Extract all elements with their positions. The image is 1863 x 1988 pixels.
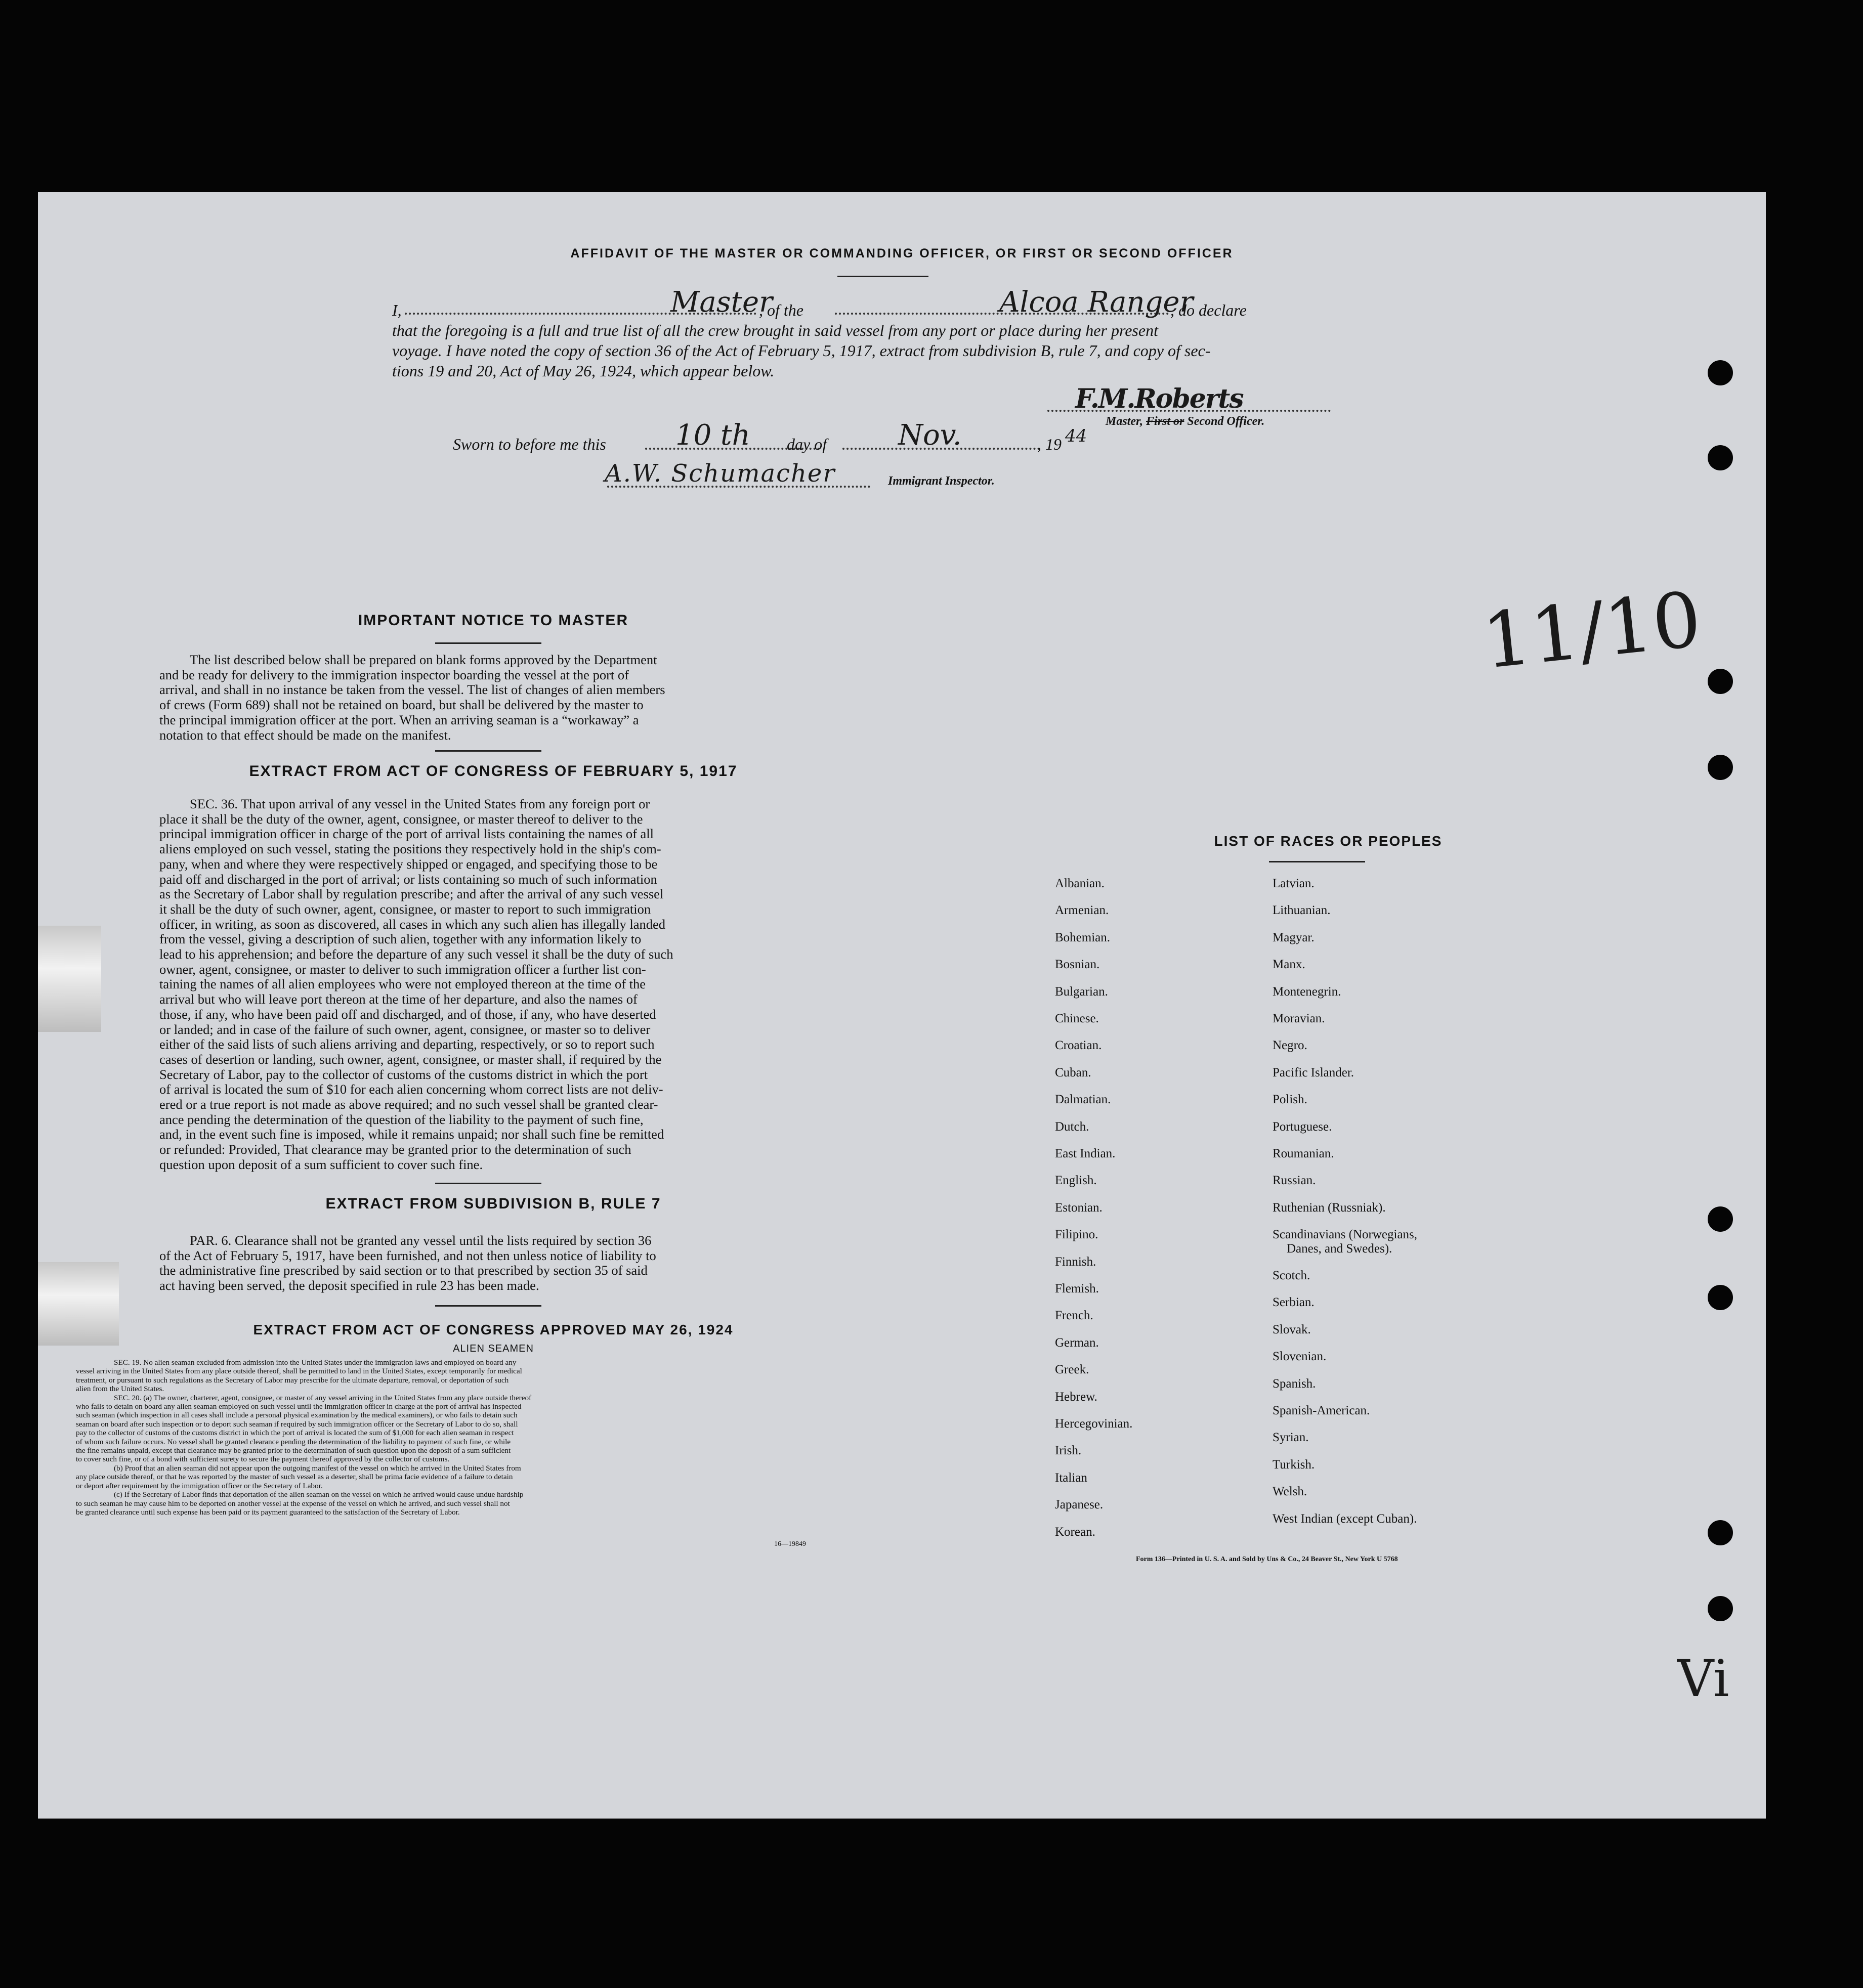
act-1917-line: question upon deposit of a sum sufficient to cover such fine. [159,1156,483,1172]
notice-divider [435,642,541,644]
act-1917-line: either of the said lists of such aliens arriving and departing, respectively, or so to report such [159,1036,655,1052]
inspector-label: Immigrant Inspector. [888,474,995,488]
races-heading: LIST OF RACES OR PEOPLES [1214,833,1443,849]
binder-hole [1708,755,1733,780]
binder-hole [1708,445,1733,470]
race-item: East Indian. [1055,1147,1116,1160]
race-item: Dutch. [1055,1119,1089,1134]
act-1917-line: ance pending the determination of the question of the liability to the payment of such fine, [159,1111,644,1127]
of-the-label: , of the [759,301,803,319]
race-item: Syrian. [1273,1431,1309,1445]
act-1924-line: to cover such fine, or of a bond with sufficient surety to secure the payment thereof approved by the collector of customs. [76,1455,450,1464]
act-1917-line: pany, when and where they were respectively shipped or engaged, and specifying those to be [159,856,658,872]
year-printed: , 19 [1037,435,1062,453]
race-item: Scandinavians (Norwegians, [1273,1228,1418,1242]
title-divider [837,276,928,277]
race-item: Spanish. [1273,1376,1316,1391]
act-1917-end-divider [435,1183,541,1184]
rule7-line: act having been served, the deposit specified in rule 23 has been made. [159,1278,539,1293]
notice-line: and be ready for delivery to the immigration inspector boarding the vessel at the port of [159,667,629,682]
race-item: Albanian. [1055,877,1105,890]
do-declare-label: , do declare [1170,301,1247,319]
race-item: Bulgarian. [1055,984,1108,999]
inspector-signature: A.W. Schumacher [605,459,836,488]
race-item: Danes, and Swedes). [1287,1241,1392,1256]
race-item: Turkish. [1273,1457,1315,1472]
race-item: Manx. [1273,958,1305,972]
affidavit-line-2: that the foregoing is a full and true list of all the crew brought in said vessel from any port or place during her present [392,321,1158,339]
affidavit-title: AFFIDAVIT OF THE MASTER OR COMMANDING OFFICER, OR FIRST OR SECOND OFFICER [570,246,1234,261]
binder-hole [1708,360,1733,385]
race-item: Portuguese. [1273,1119,1332,1134]
binder-hole [1708,669,1733,694]
race-item: Montenegrin. [1273,984,1341,999]
affidavit-line-1 [392,301,402,320]
act-1924-heading: EXTRACT FROM ACT OF CONGRESS APPROVED MAY 26, 1924 [253,1322,734,1337]
race-item: Finnish. [1055,1255,1096,1269]
race-item: Moravian. [1273,1012,1325,1025]
act-1924-line: (c) If the Secretary of Labor finds that deportation of the alien seaman on the vessel on which he arrived would cause undue hardship [114,1490,524,1499]
rule7-body [159,1233,782,1293]
race-item: Lithuanian. [1273,903,1331,918]
act-1924-line: who fails to detain on board any alien seaman employed on such vessel until the immigration officer in charge at the port of arrival has inspected [76,1402,522,1411]
race-item: Korean. [1055,1525,1095,1539]
notice-line: arrival, and shall in no instance be taken from the vessel. The list of changes of alien members [159,682,665,698]
act-1917-line: Secretary of Labor, pay to the collector of customs of the customs district in which the port [159,1066,648,1082]
act-1924-line: to such seaman he may cause him to be deported on another vessel at the expense of the vessel on which he arrived, and such vessel shall not [76,1499,510,1508]
rule7-line: of the Act of February 5, 1917, have been furnished, and not then unless notice of liability to [159,1247,656,1263]
rule7-line: PAR. 6. Clearance shall not be granted any vessel until the lists required by section 36 [190,1233,652,1248]
act-1924-line: be granted clearance until such expense has been paid or its payment guaranteed to the satisfaction of the Secretary of Labor. [76,1507,460,1517]
notice-heading: IMPORTANT NOTICE TO MASTER [358,612,629,629]
act-1917-line: ered or a true report is not made as above required; and no such vessel shall be granted clear- [159,1097,658,1112]
act-1924-subheading: ALIEN SEAMEN [453,1343,534,1354]
month-handwritten: Nov. [898,419,962,452]
notice-line: The list described below shall be prepared on blank forms approved by the Department [190,652,657,667]
race-item: Serbian. [1273,1295,1315,1310]
act-1917-line: or landed; and in case of the failure of such owner, agent, consignee, or master so to deliver [159,1021,651,1037]
act-1917-line: those, if any, who have been paid off and discharged, and of those, if any, who have deserted [159,1006,656,1022]
notice-line: notation to that effect should be made on the manifest. [159,727,451,743]
act-1917-line: as the Secretary of Labor shall by regulation prescribe; and after the arrival of any such vessel [159,886,664,902]
act-1917-line: lead to his apprehension; and before the departure of any such vessel it shall be the duty of such [159,946,673,962]
act-1924-line: pay to the collector of customs of the customs district in which the port of arrival is located the sum of $1,000 for each alien seaman in respect [76,1429,514,1438]
rule7-line: the administrative fine prescribed by said section or to that prescribed by section 35 of said [159,1263,648,1278]
race-item: Polish. [1273,1093,1307,1107]
day-handwritten: 10 th [675,419,750,452]
affidavit-line-4: tions 19 and 20, Act of May 26, 1924, which appear below. [392,362,775,380]
race-item: Cuban. [1055,1065,1091,1079]
master-signature: F.M.Roberts [1075,383,1243,414]
signature-caption: Master, First or Second Officer. [1106,415,1265,428]
act-1917-line: cases of desertion or landing, such owner, agent, consignee, or master shall, if required by the [159,1051,662,1067]
race-item: Flemish. [1055,1282,1099,1295]
date-margin-note: 11/10 [1478,575,1706,686]
act-1917-line: principal immigration officer in charge of the port of arrival lists containing the names of all [159,826,654,842]
race-item: Croatian. [1055,1039,1102,1053]
act-1917-line: it shall be the duty of such owner, agent, consignee, or master to report to such immigration [159,901,651,917]
year-handwritten: 44 [1065,426,1087,446]
tape-mark [38,1262,119,1346]
race-item: Magyar. [1273,930,1315,944]
race-item: Welsh. [1273,1485,1307,1499]
act-1917-line: paid off and discharged in the port of arrival; or lists containing so much of such information [159,871,657,887]
race-item: Greek. [1055,1363,1089,1377]
races-divider [1269,861,1365,862]
act-1917-line: arrival but who will leave port thereon at the time of her departure, and also the names of [159,991,638,1007]
race-item: French. [1055,1309,1093,1323]
affidavit-line-3: voyage. I have noted the copy of section 36 of the Act of February 5, 1917, extract from subdivision B, rule 7, and copy of sec- [392,341,1211,360]
vessel-handwritten: Alcoa Ranger [999,286,1194,319]
binder-hole [1708,1596,1733,1621]
notice-end-divider [435,750,541,752]
binder-hole [1708,1206,1733,1232]
race-item: German. [1055,1335,1099,1350]
act-1917-line: aliens employed on such vessel, stating the positions they respectively hold in the ship's com- [159,841,661,857]
rule7-heading: EXTRACT FROM SUBDIVISION B, RULE 7 [325,1195,661,1212]
notice-line: the principal immigration officer at the port. When an arriving seaman is a “workaway” a [159,712,639,727]
race-item: West Indian (except Cuban). [1273,1511,1417,1526]
act-1917-line: and, in the event such fine is imposed, while it remains unpaid; nor shall such fine be remitted [159,1127,664,1142]
binder-hole [1708,1520,1733,1545]
rank-handwritten: Master [670,286,773,319]
race-item: Bosnian. [1055,958,1100,972]
corner-margin-note: Vi [1677,1649,1729,1708]
day-of-label: day of [787,435,827,453]
act-1917-line: from the vessel, giving a description of such alien, together with any information likely to [159,931,642,947]
race-item: Negro. [1273,1039,1307,1053]
act-1924-line: SEC. 19. No alien seaman excluded from admission into the United States under the immigration laws and employed on board any [114,1358,517,1367]
race-item: Filipino. [1055,1228,1098,1242]
act-1924-line: seaman on board after such inspection or to deport such seaman if required by such immigration officer or the Secretary of Labor to do so, shall [76,1419,518,1429]
act-1924-line: treatment, or pursuant to such regulations as the Secretary of Labor may prescribe for the ultimate departure, removal, or deportation of such [76,1375,509,1385]
race-item: Irish. [1055,1444,1082,1458]
act-1917-line: SEC. 36. That upon arrival of any vessel in the United States from any foreign port or [190,796,650,811]
act-1924-line: or deport after requirement by the immigration officer or the Secretary of Labor. [76,1481,323,1490]
document-page [38,192,1766,1819]
race-item: Estonian. [1055,1200,1103,1215]
race-item: Hercegovinian. [1055,1417,1133,1431]
act-1924-body [76,1358,855,1517]
act-1924-line: of whom such failure occurs. No vessel shall be granted clearance pending the determination of the liability to payment of such fine, or while [76,1437,511,1446]
act-1924-line: alien from the United States. [76,1385,164,1394]
act-1917-line: or refunded: Provided, That clearance may be granted prior to the determination of such [159,1142,631,1157]
act-1924-form-code: 16—19849 [774,1540,806,1548]
tape-mark [38,926,101,1032]
race-item: Chinese. [1055,1012,1099,1025]
race-item: Russian. [1273,1174,1316,1188]
race-item: Hebrew. [1055,1390,1097,1404]
act-1917-line: of arrival is located the sum of $10 for each alien concerning whom correct lists are not deliv- [159,1082,663,1097]
act-1917-line: taining the names of all alien employees who were not employed thereon at the time of the [159,976,646,992]
act-1924-line: the fine remains unpaid, except that clearance may be granted prior to the determination of such question upon the deposit of a sum sufficient [76,1446,511,1455]
act-1924-line: vessel arriving in the United States from any place outside thereof, shall be permitted to land in the United States, except temporarily for medical [76,1367,522,1376]
race-item: Spanish-American. [1273,1404,1370,1417]
act-1917-body [159,797,782,1173]
act-1917-heading: EXTRACT FROM ACT OF CONGRESS OF FEBRUARY 5, 1917 [249,763,738,780]
race-item: Dalmatian. [1055,1093,1111,1107]
act-1917-line: owner, agent, consignee, or master to deliver to such immigration officer a further list con- [159,961,646,977]
binder-hole [1708,1285,1733,1310]
race-item: Slovenian. [1273,1350,1327,1364]
act-1917-line: officer, in writing, as soon as discovered, all cases in which any such alien has illegally landed [159,916,666,932]
notice-line: of crews (Form 689) shall not be retained on board, but shall be delivered by the master to [159,697,644,713]
sworn-label: Sworn to before me this [453,435,606,453]
race-item: Roumanian. [1273,1147,1334,1160]
race-item: Armenian. [1055,903,1109,918]
race-item: Bohemian. [1055,930,1111,944]
race-item: Italian [1055,1471,1087,1485]
race-item: Slovak. [1273,1322,1311,1336]
act-1924-line: any place outside thereof, or that he was reported by the master of such vessel as a deserter, shall be prima facie evidence of a failure to detain [76,1473,513,1482]
rule7-end-divider [435,1305,541,1307]
printer-footer: Form 136—Printed in U. S. A. and Sold by Uns & Co., 24 Beaver St., New York U 5768 [1136,1555,1398,1563]
race-item: Pacific Islander. [1273,1065,1354,1079]
race-item: English. [1055,1174,1097,1188]
race-item: Japanese. [1055,1498,1104,1512]
act-1924-line: SEC. 20. (a) The owner, charterer, agent, consignee, or master of any vessel arriving in the United States from any place outside thereof [114,1393,532,1402]
act-1917-line: place it shall be the duty of the owner, agent, consignee, or master thereof to deliver to the [159,811,643,827]
i-label: I, [392,301,402,319]
notice-body [159,653,782,743]
race-item: Latvian. [1273,877,1315,890]
race-item: Scotch. [1273,1269,1310,1282]
act-1924-line: (b) Proof that an alien seaman did not appear upon the outgoing manifest of the vessel on which he arrived in the United States from [114,1463,521,1473]
act-1924-line: such seaman (which inspection in all cases shall include a personal physical examination by the medical examiners), or who fails to detain such [76,1411,518,1420]
race-item: Ruthenian (Russniak). [1273,1200,1386,1215]
